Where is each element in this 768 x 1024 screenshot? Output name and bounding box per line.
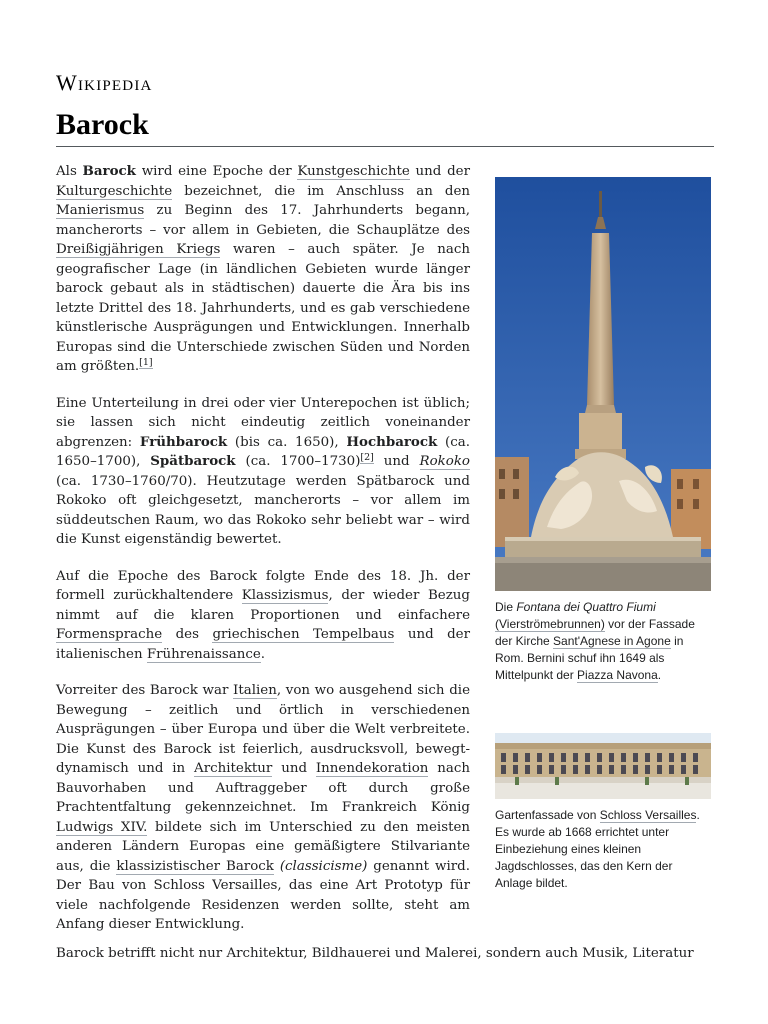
text: genannt wird. Der Bau von Schloss Versailles, das eine Art Prototyp für viele nachfolgende Residenzen werden sollte, steht am Anfang dieser Entwicklung. xyxy=(56,858,470,932)
article-body xyxy=(56,162,470,952)
link-formensprache[interactable]: Formensprache xyxy=(56,627,163,642)
wikipedia-wordmark[interactable]: Wikipedia xyxy=(56,70,153,95)
text: Gartenfassade von xyxy=(495,808,600,822)
figure-fountain-caption xyxy=(495,599,711,684)
link-santagnese[interactable]: Sant'Agnese in Agone xyxy=(553,634,671,648)
reference-1[interactable]: [1] xyxy=(139,357,153,368)
text: . xyxy=(260,646,266,662)
versailles-image[interactable] xyxy=(495,733,711,799)
text: und xyxy=(272,761,316,776)
text: , von wo ausgehend sich die Bewegung – zeitlich und örtlich in verschiedenen Ausprägungen – über Europa und über die Welt verbreitete. Die Kunst des Barock ist feierlich, ausdrucksvoll, bewegt-dynamisch und in xyxy=(56,683,471,776)
text: Eine Unterteilung in drei oder vier Unterepochen ist üblich; sie lassen sich nicht eindeutig zeitlich voneinander abgrenzen: xyxy=(56,395,470,450)
text: , der wieder Bezug nimmt auf die klaren Proportionen und einfachere xyxy=(56,588,470,623)
text: Als xyxy=(56,164,83,179)
text: (bis ca. 1650), xyxy=(227,434,347,450)
text: (ca. 1700–1730) xyxy=(235,454,361,469)
text: waren – auch später. Je nach geografischer Lage (in ländlichen Gebieten wurde länger barock gebaut als in städtischen) dauerte die Ära bis ins letzte Drittel des 18. Jahrhunderts, und es gab verschiedene künstlerische Ausprägungen und Entwicklungen. Innerhalb Europas sind die Unterschiede zwischen Süden und Norden am größten. xyxy=(56,242,470,374)
text: Barock betrifft nicht nur Architektur, Bildhauerei und Malerei, sondern auch Musik, Literatur xyxy=(56,946,694,961)
link-manierismus[interactable]: Manierismus xyxy=(56,203,145,218)
text: wird eine Epoche der xyxy=(135,164,298,179)
link-architektur[interactable]: Architektur xyxy=(194,761,273,776)
link-ludwig-xiv[interactable]: Ludwigs XIV. xyxy=(56,819,148,835)
text: (ca. 1730–1760/70). Heutzutage werden Spätbarock und Rokoko oft gleichgesetzt, mancherorts – vor allem im süddeutschen Raum, wo das Rokoko sehr beliebt war – wird die Kunst eigenständig bewertet. xyxy=(56,473,470,547)
page xyxy=(56,0,714,1024)
italic-term: (classicisme) xyxy=(279,858,368,874)
text: Die xyxy=(495,600,517,614)
link-innendekoration[interactable]: Innendekoration xyxy=(315,761,429,776)
page-title: Barock xyxy=(56,108,149,141)
figure-versailles xyxy=(495,733,711,892)
text: Auf die Epoche des Barock folgte Ende des 18. Jh. der formell zurückhaltendere xyxy=(56,568,470,603)
title-divider xyxy=(56,146,714,147)
text: in Rom. Bernini schuf ihn 1649 als Mittelpunkt der xyxy=(495,634,684,682)
reference-2[interactable]: [2] xyxy=(360,452,374,463)
bold-term: Spätbarock xyxy=(150,453,236,469)
text: Vorreiter des Barock war xyxy=(56,683,234,698)
link-rokoko[interactable]: Rokoko xyxy=(419,454,470,469)
figure-fountain xyxy=(495,177,711,684)
link-piazza-navona[interactable]: Piazza Navona xyxy=(577,668,658,682)
link-klassizistischer-barock[interactable]: klassizistischer Barock xyxy=(116,858,274,874)
link-griechischer-tempelbau[interactable]: griechischen Tempelbaus xyxy=(212,627,395,642)
link-klassizismus[interactable]: Klassizismus xyxy=(241,588,329,603)
paragraph-intro xyxy=(56,162,470,377)
text: und der xyxy=(409,164,470,179)
text: und xyxy=(373,454,420,469)
link-dreissigjaehriger-krieg[interactable]: Dreißigjährigen Kriegs xyxy=(56,242,221,257)
bold-term: Barock xyxy=(82,163,136,179)
text: und der italienischen xyxy=(56,627,470,662)
paragraph-successor xyxy=(56,567,470,665)
link-vierstroemebrunnen[interactable]: (Vierströmebrunnen) xyxy=(495,617,605,631)
text: bezeichnet, die im Anschluss an den xyxy=(172,183,470,199)
text: des xyxy=(162,627,213,642)
text: zu Beginn des 17. Jahrhunderts begann, mancherorts – vor allem in Gebieten, die Schauplätze des xyxy=(56,203,470,238)
bold-term: Hochbarock xyxy=(346,433,438,450)
text: . Es wurde ab 1668 errichtet unter Einbeziehung eines kleinen Jagdschlosses, das den Kern der Anlage bildet. xyxy=(495,808,700,890)
text: bildete sich im Unterschied zu den meisten anderen Ländern Europas eine gemäßigtere Stilvariante aus, die xyxy=(56,819,470,874)
link-italien[interactable]: Italien xyxy=(233,683,277,698)
link-kulturgeschichte[interactable]: Kulturgeschichte xyxy=(56,183,173,199)
text: (ca. 1650–1700), xyxy=(56,434,470,469)
link-schloss-versailles[interactable]: Schloss Versailles xyxy=(599,808,697,822)
link-kunstgeschichte[interactable]: Kunstgeschichte xyxy=(297,164,410,179)
text: nach Bauvorhaben und Auftraggeber oft durch große Prachtentfaltung gekennzeichnet. Im Frankreich König xyxy=(56,761,470,815)
paragraph-origins xyxy=(56,681,470,935)
paragraph-epochs xyxy=(56,394,470,550)
italic-term: Fontana dei Quattro Fiumi xyxy=(516,600,656,614)
link-fruehrenaissance[interactable]: Frührenaissance xyxy=(146,646,261,662)
paragraph-scope xyxy=(56,944,714,964)
bold-term: Frühbarock xyxy=(139,433,228,450)
text: vor der Fassade der Kirche xyxy=(495,617,695,648)
text: . xyxy=(657,668,662,682)
figure-versailles-caption xyxy=(495,807,711,892)
fountain-image[interactable] xyxy=(495,177,711,591)
